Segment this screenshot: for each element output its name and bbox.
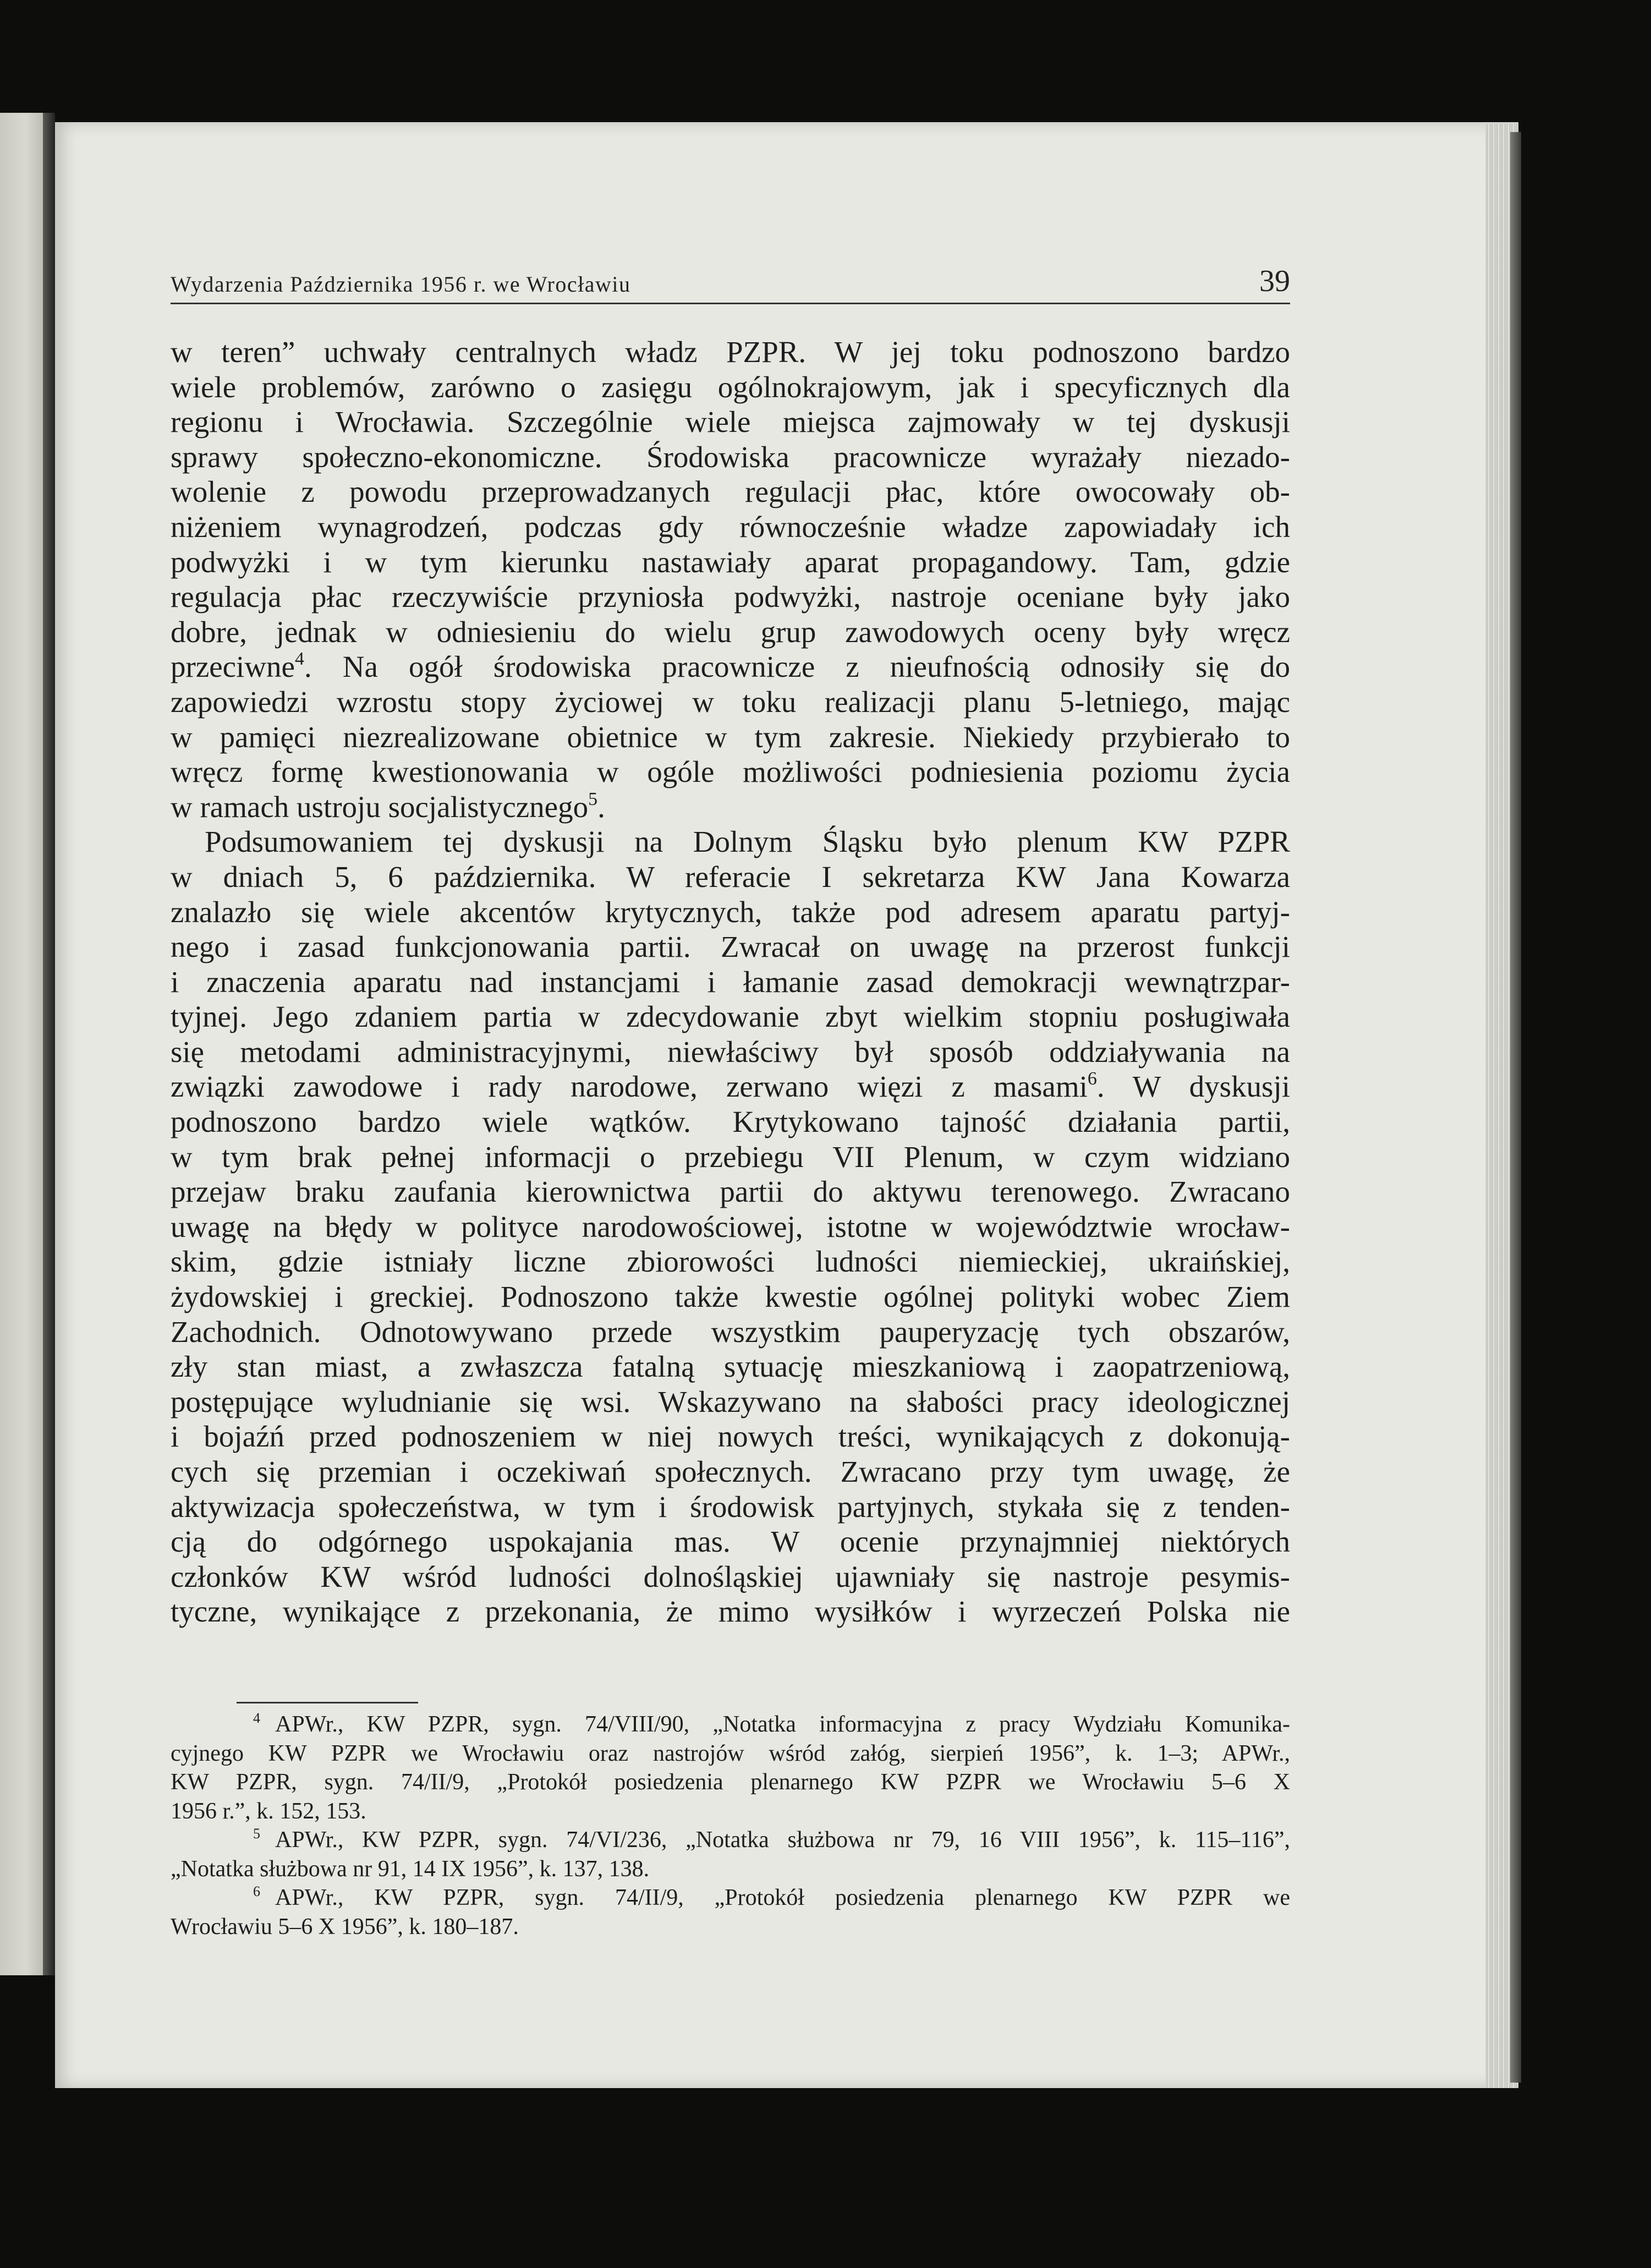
page-stack-shadow [1510, 132, 1521, 2083]
page-number: 39 [1259, 264, 1290, 298]
text-line: aktywizacja społeczeństwa, w tym i środowisk partyjnych, stykała się z tenden- [171, 1489, 1290, 1524]
text-fragment: . [597, 790, 605, 824]
text-fragment: . W dyskusji [1096, 1070, 1290, 1104]
text-line: tyczne, wynikające z przekonania, że mimo wysiłków i wyrzeczeń Polska nie [171, 1595, 1290, 1629]
text-line: uwagę na błędy w polityce narodowościowej, istotne w województwie wrocław- [171, 1209, 1290, 1243]
text-line: dobre, jednak w odniesieniu do wielu grup zawodowych oceny były wręcz [171, 615, 1290, 649]
text-line: nego i zasad funkcjonowania partii. Zwracał on uwagę na przerost funkcji [171, 930, 1290, 964]
text-line: tyjnej. Jego zdaniem partia w zdecydowanie zbyt wielkim stopniu posługiwała [171, 1000, 1290, 1034]
text-line: Podsumowaniem tej dyskusji na Dolnym Śląsku było plenum KW PZPR [205, 825, 1290, 859]
text-line: skim, gdzie istniały liczne zbiorowości ludności niemieckiej, ukraińskiej, [171, 1245, 1290, 1279]
book-gutter [43, 113, 55, 1975]
text-line [171, 649, 1290, 684]
text-line: podwyżki i w tym kierunku nastawiały aparat propagandowy. Tam, gdzie [171, 545, 1290, 579]
text-line: znalazło się wiele akcentów krytycznych, także pod adresem aparatu partyj- [171, 895, 1290, 929]
text-line: wiele problemów, zarówno o zasięgu ogólnokrajowym, jak i specyficznych dla [171, 370, 1290, 404]
footnote-line: 1956 r.”, k. 152, 153. [171, 1798, 366, 1824]
text-fragment: w ramach ustroju socjalistycznego [171, 790, 589, 824]
text-line: cych się przemian i oczekiwań społecznych. Zwracano przy tym uwagę, że [171, 1455, 1290, 1488]
text-line: się metodami administracyjnymi, niewłaściwy był sposób oddziaływania na [171, 1034, 1290, 1069]
footnote-ref-4[interactable]: 4 [294, 649, 304, 670]
text-line: zapowiedzi wzrostu stopy życiowej w toku realizacji planu 5-letniego, mając [171, 684, 1290, 719]
text-line: i bojaźń przed podnoszeniem w niej nowych treści, wynikających z dokonują- [171, 1420, 1290, 1454]
text-line: w pamięci niezrealizowane obietnice w tym zakresie. Niekiedy przybierało to [171, 720, 1290, 754]
previous-page-edge [0, 113, 43, 1975]
footnote-text: APWr., KW PZPR, sygn. 74/VIII/90, „Notatka informacyjna z pracy Wydziału Komunika- [275, 1712, 1290, 1737]
footnote-line: „Notatka służbowa nr 91, 14 IX 1956”, k. 137, 138. [171, 1856, 650, 1882]
body-text [171, 335, 1290, 1629]
text-line: niżeniem wynagrodzeń, podczas gdy równocześnie władze zapowiadały ich [171, 510, 1290, 544]
text-line: zły stan miast, a zwłaszcza fatalną sytuację mieszkaniową i zaopatrzeniową, [171, 1350, 1290, 1384]
text-line: przejaw braku zaufania kierownictwa partii do aktywu terenowego. Zwracano [171, 1175, 1290, 1209]
text-line: i znaczenia aparatu nad instancjami i łamanie zasad demokracji wewnątrzpar- [171, 965, 1290, 999]
text-line: Zachodnich. Odnotowywano przede wszystkim pauperyzację tych obszarów, [171, 1314, 1290, 1349]
text-fragment: . Na ogół środowiska pracownicze z nieufnością odnosiły się do [304, 650, 1290, 684]
footnotes [171, 1710, 1290, 1941]
text-fragment: przeciwne [171, 650, 295, 684]
text-line: postępujące wyludnianie się wsi. Wskazywano na słabości pracy ideologicznej [171, 1384, 1290, 1418]
footnote-5: $^5$ APWr., KW PZPR, sygn. 74/VI/236, „Notatka służbowa nr 79, 16 VIII 1956”, k. 115–116”, [253, 1826, 1290, 1853]
text-fragment: związki zawodowe i rady narodowe, zerwano więzi z masami [171, 1070, 1088, 1104]
footnote-line: cyjnego KW PZPR we Wrocławiu oraz nastrojów wśród załóg, sierpień 1956”, k. 1–3; APWr., [171, 1740, 1290, 1766]
text-line: wolenie z powodu przeprowadzanych regulacji płac, które owocowały ob- [171, 475, 1290, 509]
text-line: cją do odgórnego uspokajania mas. W ocenie przynajmniej niektórych [171, 1525, 1290, 1559]
text-line: w dniach 5, 6 października. W referacie I sekretarza KW Jana Kowarza [171, 859, 1290, 894]
text-line: w teren” uchwały centralnych władz PZPR. W jej toku podnoszono bardzo [171, 335, 1290, 369]
footnote-rule [237, 1702, 418, 1703]
text-line: żydowskiej i greckiej. Podnoszono także kwestie ogólnej polityki wobec Ziem [171, 1280, 1290, 1314]
text-line [171, 1069, 1290, 1104]
footnote-6: $^6$ APWr., KW PZPR, sygn. 74/II/9, „Protokół posiedzenia plenarnego KW PZPR we [253, 1883, 1290, 1910]
running-head: Wydarzenia Października 1956 r. we Wrocławiu [171, 272, 631, 297]
text-line: regulacja płac rzeczywiście przyniosła podwyżki, nastroje oceniane były jako [171, 580, 1290, 614]
footnote-ref-6[interactable]: 6 [1087, 1069, 1097, 1089]
footnote-line: KW PZPR, sygn. 74/II/9, „Protokół posiedzenia plenarnego KW PZPR we Wrocławiu 5–6 X [171, 1770, 1290, 1795]
page-header [171, 256, 1290, 300]
footnote-text: APWr., KW PZPR, sygn. 74/VI/236, „Notatka służbowa nr 79, 16 VIII 1956”, k. 115–116”, [275, 1827, 1290, 1853]
text-line: członków KW wśród ludności dolnośląskiej ujawniały się nastroje pesymis- [171, 1559, 1290, 1593]
text-line: regionu i Wrocławia. Szczególnie wiele miejsca zajmowały w tej dyskusji [171, 405, 1290, 439]
text-line [171, 790, 1290, 825]
text-line: w tym brak pełnej informacji o przebiegu VII Plenum, w czym widziano [171, 1140, 1290, 1174]
text-line: sprawy społeczno-ekonomiczne. Środowiska pracownicze wyrażały niezado- [171, 440, 1290, 474]
text-line: wręcz formę kwestionowania w ogóle możliwości podniesienia poziomu życia [171, 755, 1290, 789]
footnote-ref-5[interactable]: 5 [588, 788, 598, 809]
header-rule [171, 303, 1290, 304]
text-line: podnoszono bardzo wiele wątków. Krytykowano tajność działania partii, [171, 1105, 1290, 1139]
footnote-text: APWr., KW PZPR, sygn. 74/II/9, „Protokół posiedzenia plenarnego KW PZPR we [275, 1885, 1290, 1910]
footnote-4: $^4$ APWr., KW PZPR, sygn. 74/VIII/90, „Notatka informacyjna z pracy Wydziału Komunika- [253, 1710, 1290, 1737]
footnote-line: Wrocławiu 5–6 X 1956”, k. 180–187. [171, 1914, 519, 1940]
